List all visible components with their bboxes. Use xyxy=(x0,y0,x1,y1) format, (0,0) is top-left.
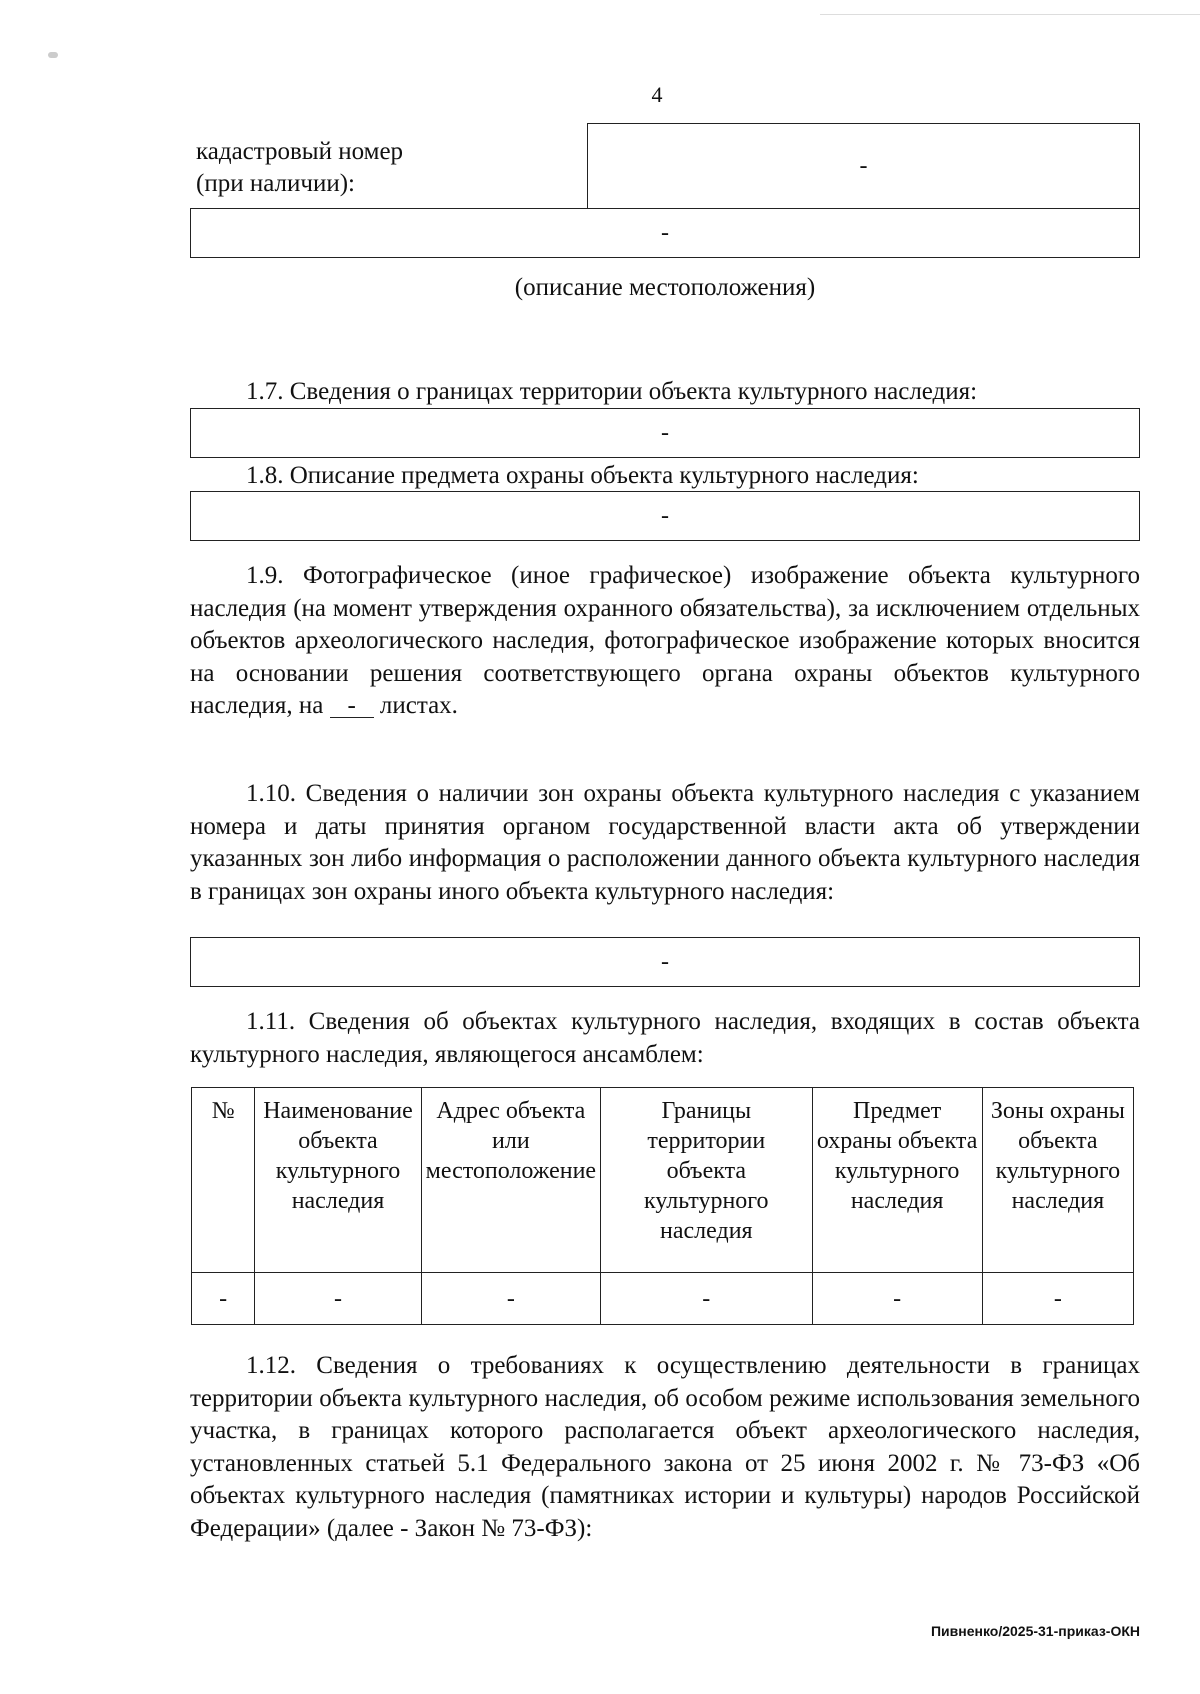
cadastral-value-box xyxy=(587,123,1140,209)
cadastral-label xyxy=(196,136,403,200)
section-1-9-blank: - xyxy=(330,695,374,718)
location-caption: (описание местоположения) xyxy=(514,274,816,301)
table-cell: - xyxy=(255,1273,421,1325)
cadastral-value: - xyxy=(859,152,868,179)
table-cell: - xyxy=(601,1273,812,1325)
section-1-7-box xyxy=(190,408,1140,458)
table-header-cell: Границы территории объекта культурного наследия xyxy=(601,1088,812,1273)
section-1-9-paragraph xyxy=(190,560,1140,723)
section-1-8-box xyxy=(190,491,1140,541)
table-header-cell: Зоны охраны объекта культурного наследия xyxy=(982,1088,1133,1273)
cadastral-label-line2: (при наличии): xyxy=(196,170,355,197)
table-cell: - xyxy=(982,1273,1133,1325)
section-1-12-text: 1.12. Сведения о требованиях к осуществлению деятельности в границах территории объекта культурного наследия, об особом режиме использования земельного участка, в границах которого располагается объект археологического наследия, установленных статьей 5.1 Федерального закона от 25 июня 2002 г. № 73-ФЗ «Об объектах культурного наследия (памятниках истории и культуры) народов Российской Федерации» (далее - Закон № 73-ФЗ): xyxy=(190,1352,1140,1542)
table-row xyxy=(192,1273,1134,1325)
table-header-cell: Наименование объекта культурного наследия xyxy=(255,1088,421,1273)
section-1-9-text: 1.9. Фотографическое (иное графическое) изображение объекта культурного наследия (на момент утверждения охранного обязательства), за исключением отдельных объектов археологического наследия, фотографическое изображение которых вносится на основании решения соответствующего органа охраны объектов культурного наследия, на xyxy=(190,562,1140,719)
table-header-cell: № xyxy=(192,1088,255,1273)
document-footer: Пивненко/2025-31-приказ-ОКН xyxy=(930,1623,1140,1639)
section-1-9-tail: листах. xyxy=(379,692,458,719)
section-1-11-paragraph xyxy=(190,1006,1140,1071)
section-1-7-value: - xyxy=(661,419,669,446)
section-1-10-box xyxy=(190,937,1140,987)
scan-line xyxy=(820,14,1200,15)
table-cell: - xyxy=(192,1273,255,1325)
table-header-cell: Предмет охраны объекта культурного наследия xyxy=(812,1088,982,1273)
section-1-8-value: - xyxy=(661,502,669,529)
section-1-10-value: - xyxy=(661,948,669,975)
ensemble-table xyxy=(191,1087,1134,1325)
table-header-cell: Адрес объекта или местоположение xyxy=(421,1088,600,1273)
table-cell: - xyxy=(812,1273,982,1325)
scan-mark xyxy=(48,52,58,58)
table-cell: - xyxy=(421,1273,600,1325)
section-1-10-text: 1.10. Сведения о наличии зон охраны объекта культурного наследия с указанием номера и даты принятия органом государственной власти акта об утверждении указанных зон либо информация о расположении данного объекта культурного наследия в границах зон охраны иного объекта культурного наследия: xyxy=(190,780,1140,905)
page-number: 4 xyxy=(651,82,663,107)
cadastral-label-line1: кадастровый номер xyxy=(196,138,404,165)
section-1-11-text: 1.11. Сведения об объектах культурного наследия, входящих в состав объекта культурного наследия, являющегося ансамблем: xyxy=(190,1008,1140,1068)
table-header-row xyxy=(192,1088,1134,1273)
location-value: - xyxy=(661,219,669,246)
location-box xyxy=(190,208,1140,258)
section-1-7-heading: 1.7. Сведения о границах территории объекта культурного наследия: xyxy=(246,378,978,405)
section-1-8-heading: 1.8. Описание предмета охраны объекта культурного наследия: xyxy=(246,462,919,489)
section-1-10-paragraph xyxy=(190,778,1140,908)
section-1-12-paragraph xyxy=(190,1350,1140,1545)
